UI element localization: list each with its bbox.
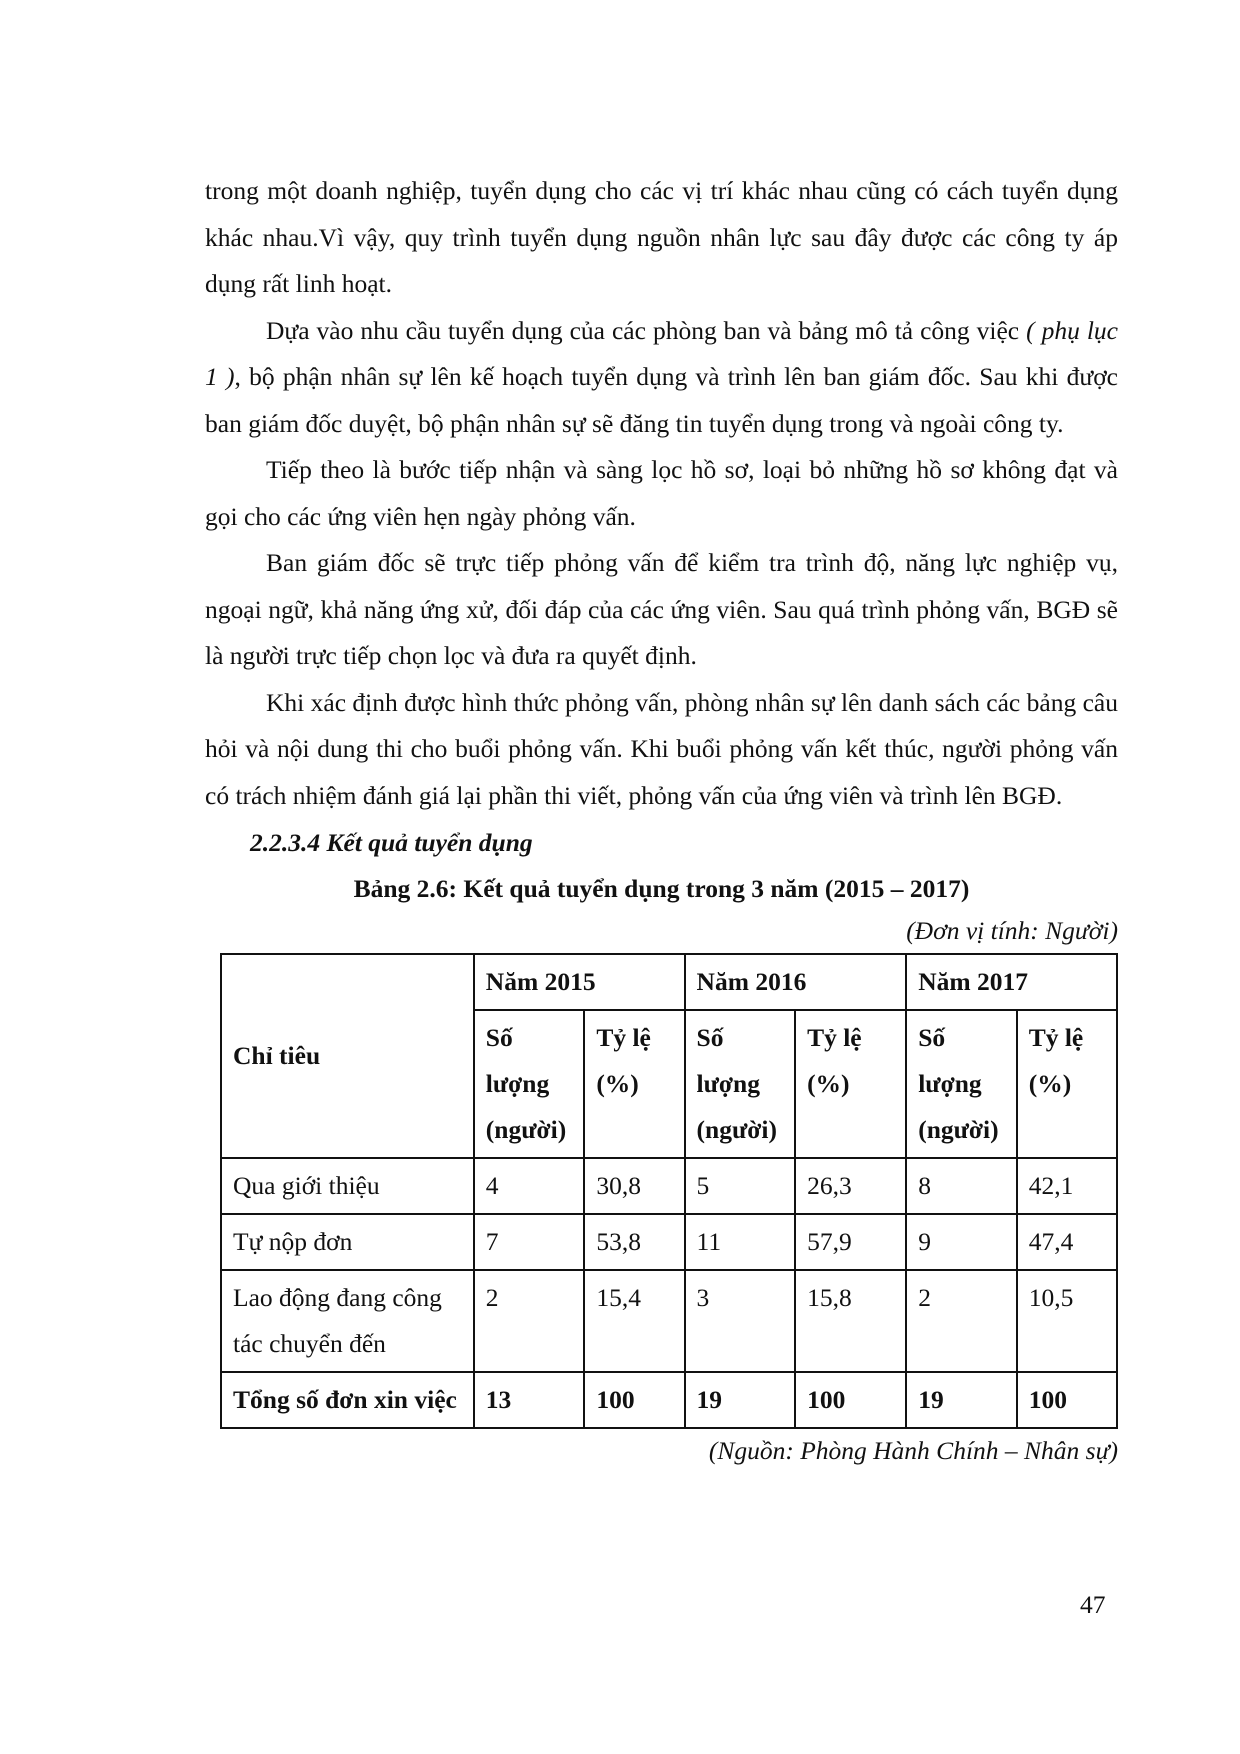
rate-header: Tỷ lệ (%) [1017,1010,1117,1158]
row-label: Qua giới thiệu [221,1158,474,1214]
paragraph-2-text: Dựa vào nhu cầu tuyển dụng của các phòng ban và bảng mô tả công việc [266,315,1027,345]
table-cell: 9 [906,1214,1017,1270]
table-cell: 15,8 [795,1270,906,1372]
paragraph-5: Khi xác định được hình thức phỏng vấn, phòng nhân sự lên danh sách các bảng câu hỏi và nội dung thi cho buổi phỏng vấn. Khi buổi phỏng vấn kết thúc, người phỏng vấn có trách nhiệm đánh giá lại phần thi viết, phỏng vấn của ứng viên và trình lên BGĐ. [205,687,1118,810]
paragraph-1: trong một doanh nghiệp, tuyển dụng cho các vị trí khác nhau cũng có cách tuyển dụng khác nhau.Vì vậy, quy trình tuyển dụng nguồn nhân lực sau đây được các công ty áp dụng rất linh hoạt. [205,176,1118,298]
total-cell: 100 [1017,1372,1117,1428]
table-cell: 57,9 [795,1214,906,1270]
table-cell: 2 [474,1270,585,1372]
table-row [221,1158,1117,1214]
appendix-reference: ( phụ lục 1 ) [205,315,1118,391]
paragraph-3: Tiếp theo là bước tiếp nhận và sàng lọc hồ sơ, loại bỏ những hồ sơ không đạt và gọi cho các ứng viên hẹn ngày phỏng vấn. [205,455,1118,531]
total-cell: 13 [474,1372,585,1428]
paragraph-4: Ban giám đốc sẽ trực tiếp phỏng vấn để kiểm tra trình độ, năng lực nghiệp vụ, ngoại ngữ, khả năng ứng xử, đối đáp của các ứng viên. Sau quá trình phỏng vấn, BGĐ sẽ là người trực tiếp chọn lọc và đưa ra quyết định. [205,548,1118,670]
table-caption: Bảng 2.6: Kết quả tuyển dụng trong 3 năm (2015 – 2017) [353,874,970,903]
document-page [205,168,1118,1473]
table-row [221,1214,1117,1270]
row-label: Lao động đang công tác chuyển đến [221,1270,474,1372]
table-total-row [221,1372,1117,1428]
count-header: Số lượng (người) [906,1010,1017,1158]
table-cell: 15,4 [584,1270,684,1372]
table-cell: 30,8 [584,1158,684,1214]
total-cell: 19 [906,1372,1017,1428]
total-cell: 100 [795,1372,906,1428]
table-cell: 42,1 [1017,1158,1117,1214]
table-cell: 47,4 [1017,1214,1117,1270]
table-cell: 4 [474,1158,585,1214]
year-header-2015: Năm 2015 [474,954,685,1010]
table-cell: 53,8 [584,1214,684,1270]
table-cell: 8 [906,1158,1017,1214]
table-cell: 7 [474,1214,585,1270]
recruitment-results-table [220,953,1118,1429]
indicator-header: Chỉ tiêu [221,954,474,1158]
paragraph-2 [205,308,1118,448]
year-header-2017: Năm 2017 [906,954,1117,1010]
count-header: Số lượng (người) [474,1010,585,1158]
table-row [221,1270,1117,1372]
table-cell: 2 [906,1270,1017,1372]
table-cell: 26,3 [795,1158,906,1214]
total-label: Tổng số đơn xin việc [221,1372,474,1428]
source-note: (Nguồn: Phòng Hành Chính – Nhân sự) [708,1436,1118,1465]
table-cell: 5 [685,1158,796,1214]
paragraph-2-text-end: , bộ phận nhân sự lên kế hoạch tuyển dụng và trình lên ban giám đốc. Sau khi được ban giám đốc duyệt, bộ phận nhân sự sẽ đăng tin tuyển dụng trong và ngoài công ty. [205,362,1119,438]
unit-note: (Đơn vị tính: Người) [906,916,1118,945]
total-cell: 19 [685,1372,796,1428]
row-label: Tự nộp đơn [221,1214,474,1270]
section-heading: 2.2.3.4 Kết quả tuyển dụng [250,828,533,857]
count-header: Số lượng (người) [685,1010,796,1158]
rate-header: Tỷ lệ (%) [795,1010,906,1158]
table-cell: 3 [685,1270,796,1372]
page-number: 47 [1080,1590,1106,1619]
table-cell: 11 [685,1214,796,1270]
rate-header: Tỷ lệ (%) [584,1010,684,1158]
table-cell: 10,5 [1017,1270,1117,1372]
total-cell: 100 [584,1372,684,1428]
table-header-row [221,954,1117,1010]
year-header-2016: Năm 2016 [685,954,907,1010]
